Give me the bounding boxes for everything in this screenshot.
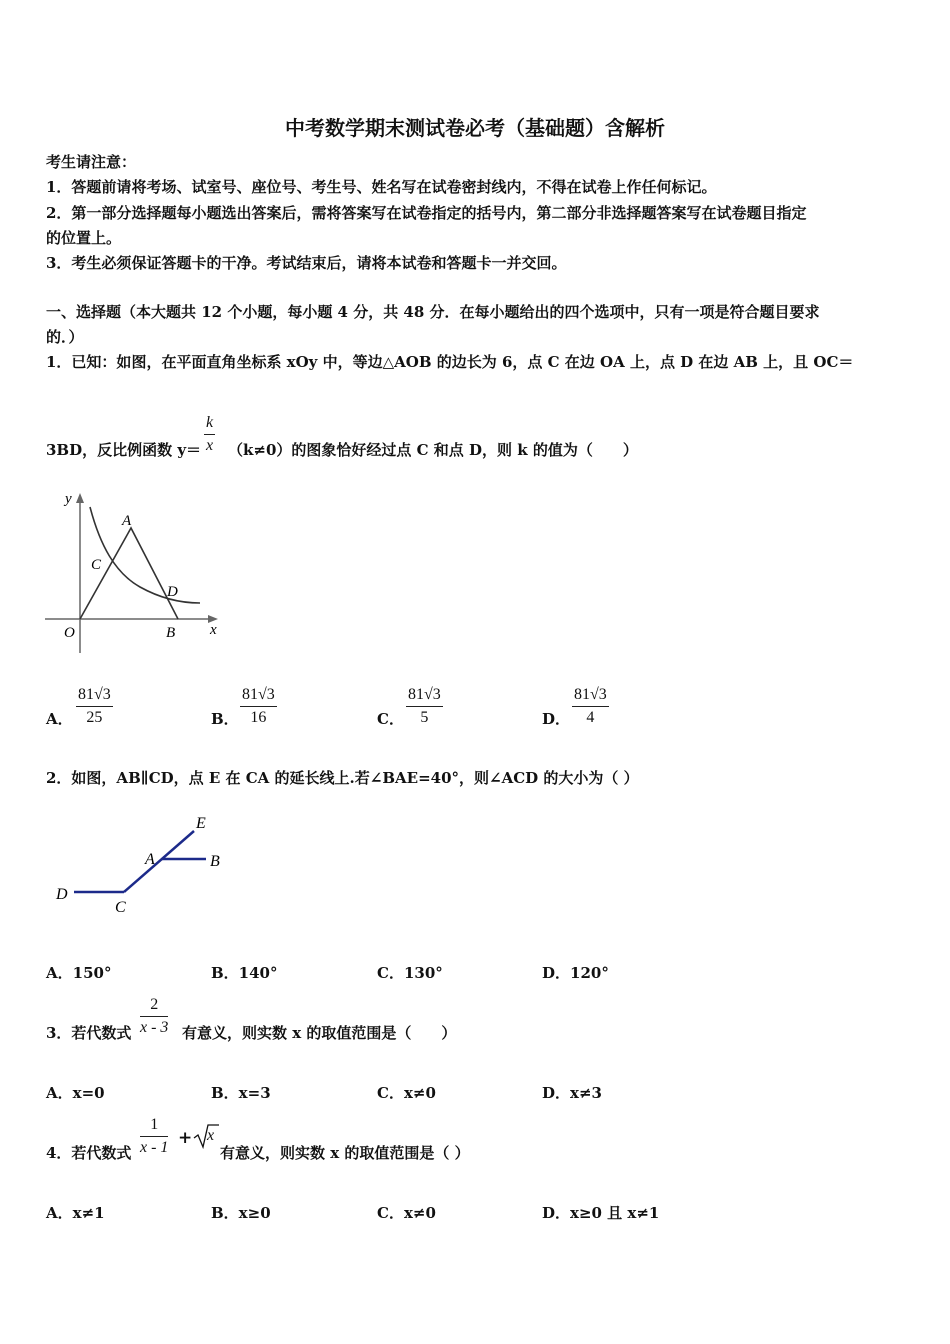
- label-b: B: [210, 853, 220, 870]
- q4-option-b[interactable]: B．x≥0: [211, 1204, 271, 1222]
- q4-stem-b: 有意义，则实数 x 的取值范围是（ ）: [220, 1144, 470, 1162]
- q1-option-a-label[interactable]: A．: [46, 710, 73, 728]
- label-y: y: [65, 491, 72, 507]
- q1-option-d-label[interactable]: D．: [542, 710, 571, 728]
- label-b: B: [166, 625, 176, 641]
- q3-frac-den: x - 3: [140, 1019, 169, 1036]
- label-d: D: [167, 584, 178, 600]
- label-a: A: [145, 851, 155, 868]
- q1-option-a-num: 81√3: [76, 686, 113, 707]
- notice-item-3: 3．考生必须保证答题卡的干净。考试结束后，请将本试卷和答题卡一并交回。: [46, 254, 567, 272]
- q1-option-d-den: 4: [586, 709, 595, 726]
- label-c: C: [115, 899, 126, 916]
- triangle-aob: [80, 528, 178, 619]
- q4-frac-den: x - 1: [140, 1139, 169, 1156]
- q1-stem-line2a: 3BD，反比例函数 y＝: [46, 441, 202, 459]
- q2-option-a[interactable]: A．150°: [46, 964, 112, 982]
- y-axis-arrow: [76, 493, 84, 503]
- q2-figure: [50, 808, 240, 923]
- q4-fraction: [140, 1116, 168, 1157]
- notice-item-2: 2．第一部分选择题每小题选出答案后，需将答案写在试卷指定的括号内，第二部分非选择题答案写在试卷题目指定: [46, 204, 807, 222]
- sqrt-icon: [192, 1122, 220, 1150]
- q3-fraction: [140, 996, 168, 1037]
- q1-frac-num: k: [204, 414, 215, 435]
- q4-frac-num: 1: [140, 1116, 168, 1137]
- q1-option-a-fraction: [76, 686, 113, 727]
- label-c: C: [91, 557, 102, 573]
- q1-option-c-fraction: [406, 686, 443, 727]
- q4-stem-a: 4．若代数式: [46, 1144, 132, 1162]
- q1-option-d-num: 81√3: [572, 686, 609, 707]
- line-ce: [124, 831, 194, 892]
- q3-option-d[interactable]: D．x≠3: [542, 1084, 602, 1102]
- notice-header: 考生请注意：: [46, 153, 137, 171]
- q2-option-b[interactable]: B．140°: [211, 964, 278, 982]
- q3-option-c[interactable]: C．x≠0: [377, 1084, 436, 1102]
- notice-item-2-cont: 的位置上。: [46, 229, 122, 247]
- q1-stem-line1: 1．已知：如图，在平面直角坐标系 xOy 中，等边△AOB 的边长为 6，点 C 在边 OA 上，点 D 在边 AB 上，且 OC＝: [46, 353, 854, 371]
- label-o: O: [64, 625, 75, 641]
- q1-option-b-num: 81√3: [240, 686, 277, 707]
- q4-sqrt-arg: x: [207, 1127, 215, 1144]
- section-heading-line2: 的．）: [46, 328, 84, 346]
- q4-option-d[interactable]: D．x≥0 且 x≠1: [542, 1204, 660, 1222]
- q1-option-b-den: 16: [250, 709, 267, 726]
- page-title: 中考数学期末测试卷必考（基础题）含解析: [285, 116, 665, 140]
- label-x: x: [210, 622, 217, 638]
- q4-option-a[interactable]: A．x≠1: [46, 1204, 105, 1222]
- label-d: D: [56, 886, 68, 903]
- q3-option-b[interactable]: B．x=3: [211, 1084, 271, 1102]
- section-heading-line1: 一、选择题（本大题共 12 个小题，每小题 4 分，共 48 分．在每小题给出的四个选项中，只有一项是符合题目要求: [46, 303, 820, 321]
- q1-fraction-k-over-x: [204, 414, 215, 455]
- q1-option-c-den: 5: [420, 709, 429, 726]
- q3-option-a[interactable]: A．x=0: [46, 1084, 105, 1102]
- notice-item-1: 1．答题前请将考场、试室号、座位号、考生号、姓名写在试卷密封线内，不得在试卷上作任何标记。: [46, 178, 717, 196]
- q1-option-b-fraction: [240, 686, 277, 727]
- q3-stem-a: 3．若代数式: [46, 1024, 132, 1042]
- q1-figure: [40, 485, 230, 655]
- q3-frac-num: 2: [140, 996, 168, 1017]
- q1-option-c-num: 81√3: [406, 686, 443, 707]
- label-a: A: [122, 513, 132, 529]
- q1-option-d-fraction: [572, 686, 609, 727]
- q3-stem-b: 有意义，则实数 x 的取值范围是（ ）: [182, 1024, 457, 1042]
- q1-option-a-den: 25: [86, 709, 103, 726]
- q1-option-c-label[interactable]: C．: [377, 710, 404, 728]
- q1-frac-den: x: [206, 437, 214, 454]
- q2-option-c[interactable]: C．130°: [377, 964, 443, 982]
- q1-stem-line2b: （k≠0）的图象恰好经过点 C 和点 D，则 k 的值为（ ）: [228, 441, 638, 459]
- q4-option-c[interactable]: C．x≠0: [377, 1204, 436, 1222]
- label-e: E: [196, 815, 206, 832]
- q2-option-d[interactable]: D．120°: [542, 964, 609, 982]
- q1-option-b-label[interactable]: B．: [211, 710, 239, 728]
- q2-stem: 2．如图，AB∥CD，点 E 在 CA 的延长线上.若∠BAE=40°，则∠ACD 的大小为（ ）: [46, 769, 639, 787]
- q4-plus: +: [178, 1128, 193, 1148]
